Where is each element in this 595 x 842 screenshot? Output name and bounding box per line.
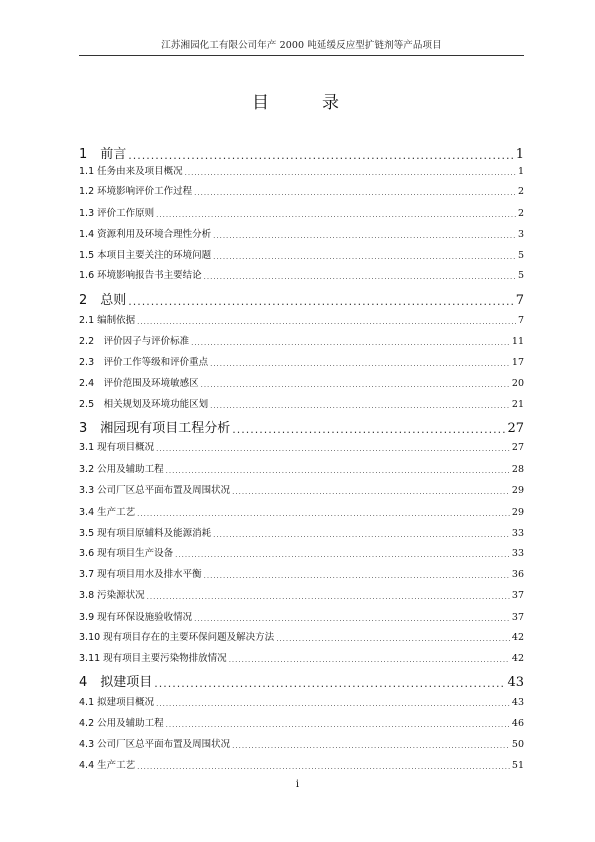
toc-leader-dots <box>156 700 510 708</box>
toc-entry-label: 3.1 现有项目概况 <box>79 442 155 453</box>
toc-leader-dots <box>156 445 510 453</box>
toc-leader-dots <box>128 295 513 308</box>
toc-entry-label: 4.2 公用及辅助工程 <box>79 718 164 729</box>
toc-entry[interactable] <box>79 696 524 708</box>
toc-entry[interactable] <box>79 506 524 518</box>
toc-entry-page: 27 <box>507 421 524 436</box>
toc-entry-page: 50 <box>511 739 524 750</box>
toc-entry-label: 3 湘园现有项目工程分析 <box>79 421 231 436</box>
toc-entry-page: 33 <box>511 528 524 539</box>
toc-entry[interactable] <box>79 420 524 436</box>
toc-entry-label: 2.3 评价工作等级和评价重点 <box>79 357 209 368</box>
toc-entry[interactable] <box>79 207 524 219</box>
toc-entry-label: 1.1 任务由来及项目概况 <box>79 166 183 177</box>
toc-entry[interactable] <box>79 146 524 162</box>
toc-leader-dots <box>204 572 510 580</box>
toc-entry[interactable] <box>79 314 524 326</box>
toc-entry-page: 1 <box>515 147 524 162</box>
toc-entry-label: 4.3 公司厂区总平面布置及周围状况 <box>79 739 231 750</box>
toc-entry[interactable] <box>79 484 524 496</box>
toc-entry-page: 42 <box>511 632 524 643</box>
toc-leader-dots <box>137 763 510 771</box>
toc-entry[interactable] <box>79 589 524 601</box>
toc-entry[interactable] <box>79 738 524 750</box>
toc-entry[interactable] <box>79 398 524 410</box>
toc-leader-dots <box>128 149 513 162</box>
toc-leader-dots <box>232 488 510 496</box>
toc-entry[interactable] <box>79 717 524 729</box>
toc-entry-label: 3.10 现有项目存在的主要环保问题及解决方法 <box>79 632 275 643</box>
toc-leader-dots <box>175 551 510 559</box>
toc-leader-dots <box>185 169 516 177</box>
toc-entry-page: 7 <box>515 293 524 308</box>
toc-entry[interactable] <box>79 249 524 261</box>
toc-entry-page: 29 <box>511 507 524 518</box>
toc-leader-dots <box>137 510 510 518</box>
toc-entry-page: 37 <box>511 612 524 623</box>
toc-entry-page: 33 <box>511 548 524 559</box>
toc-leader-dots <box>213 253 516 261</box>
toc-entry[interactable] <box>79 674 524 690</box>
toc-entry-label: 1.2 环境影响评价工作过程 <box>79 186 193 197</box>
toc-entry-label: 1.6 环境影响报告书主要结论 <box>79 270 202 281</box>
toc-entry-page: 28 <box>511 464 524 475</box>
toc-leader-dots <box>213 531 510 539</box>
toc-entry-page: 46 <box>511 718 524 729</box>
toc-entry[interactable] <box>79 165 524 177</box>
toc-entry-label: 3.9 现有环保设施验收情况 <box>79 612 193 623</box>
page-number: i <box>295 779 300 790</box>
toc-entry-page: 5 <box>517 270 524 281</box>
toc-entry-page: 2 <box>517 208 524 219</box>
toc-entry-label: 1.4 资源利用及环境合理性分析 <box>79 229 212 240</box>
toc-leader-dots <box>210 402 510 410</box>
toc-entry-page: 37 <box>511 590 524 601</box>
toc-leader-dots <box>229 656 510 664</box>
toc-leader-dots <box>156 211 516 219</box>
toc-entry-label: 2.1 编制依据 <box>79 315 136 326</box>
toc-leader-dots <box>166 467 510 475</box>
toc-entry-label: 3.3 公司厂区总平面布置及周围状况 <box>79 485 231 496</box>
toc-entry[interactable] <box>79 759 524 771</box>
toc-entry-label: 4.1 拟建项目概况 <box>79 697 155 708</box>
toc-entry[interactable] <box>79 631 524 643</box>
toc-entry[interactable] <box>79 527 524 539</box>
toc-entry[interactable] <box>79 463 524 475</box>
toc-leader-dots <box>204 273 516 281</box>
toc-leader-dots <box>191 339 510 347</box>
toc-entry-label: 3.2 公用及辅助工程 <box>79 464 164 475</box>
toc-entry[interactable] <box>79 652 524 664</box>
toc-entry[interactable] <box>79 611 524 623</box>
toc-entry-page: 29 <box>511 485 524 496</box>
toc-entry-label: 3.8 污染源状况 <box>79 590 145 601</box>
toc-leader-dots <box>147 593 510 601</box>
toc-leader-dots <box>276 635 510 643</box>
toc-entry-page: 7 <box>517 315 524 326</box>
toc-entry-page: 21 <box>511 399 524 410</box>
toc-leader-dots <box>194 189 516 197</box>
toc-entry-page: 20 <box>511 378 524 389</box>
toc-entry-label: 2.5 相关规划及环境功能区划 <box>79 399 209 410</box>
toc-entry[interactable] <box>79 568 524 580</box>
toc-leader-dots <box>137 318 516 326</box>
toc-entry-label: 2.4 评价范围及环境敏感区 <box>79 378 199 389</box>
toc-entry-label: 3.7 现有项目用水及排水平衡 <box>79 569 202 580</box>
toc-leader-dots <box>213 232 516 240</box>
toc-leader-dots <box>232 742 510 750</box>
toc-entry-label: 3.5 现有项目原辅料及能源消耗 <box>79 528 212 539</box>
toc-entry-page: 1 <box>517 166 524 177</box>
toc-entry-label: 3.4 生产工艺 <box>79 507 136 518</box>
toc-entry-label: 1.5 本项目主要关注的环境问题 <box>79 250 212 261</box>
toc-entry-page: 42 <box>511 653 524 664</box>
toc-entry-page: 43 <box>507 675 524 690</box>
toc-entry-page: 17 <box>511 357 524 368</box>
toc-entry-page: 36 <box>511 569 524 580</box>
toc-entry-page: 51 <box>511 760 524 771</box>
toc-entry-label: 1.3 评价工作原则 <box>79 208 155 219</box>
toc-leader-dots <box>154 677 505 690</box>
toc-leader-dots <box>166 721 510 729</box>
toc-entry-page: 5 <box>517 250 524 261</box>
toc-leader-dots <box>210 360 510 368</box>
toc-entry[interactable] <box>79 377 524 389</box>
toc-entry-page: 3 <box>517 229 524 240</box>
toc-leader-dots <box>201 381 510 389</box>
toc-entry-label: 2.2 评价因子与评价标准 <box>79 336 190 347</box>
toc-entry[interactable] <box>79 269 524 281</box>
toc-entry[interactable] <box>79 356 524 368</box>
toc-entry-page: 2 <box>517 186 524 197</box>
toc-entry-label: 3.6 现有项目生产设备 <box>79 548 174 559</box>
toc-entry[interactable] <box>79 547 524 559</box>
toc-entry-page: 11 <box>511 336 524 347</box>
toc-entry-page: 27 <box>511 442 524 453</box>
toc-entry[interactable] <box>79 441 524 453</box>
toc-entry-label: 1 前言 <box>79 147 127 162</box>
toc-entry[interactable] <box>79 185 524 197</box>
toc-entry[interactable] <box>79 228 524 240</box>
toc-entry[interactable] <box>79 335 524 347</box>
toc-entry-label: 2 总则 <box>79 293 127 308</box>
toc-entry-label: 4 拟建项目 <box>79 675 153 690</box>
toc-leader-dots <box>194 615 510 623</box>
running-header: 江苏湘园化工有限公司年产 2000 吨延缓反应型扩链剂等产品项目 <box>161 40 442 51</box>
toc-entry-label: 4.4 生产工艺 <box>79 760 136 771</box>
toc-leader-dots <box>232 423 505 436</box>
toc-entry[interactable] <box>79 292 524 308</box>
toc-entry-label: 3.11 现有项目主要污染物排放情况 <box>79 653 227 664</box>
page-title: 目 录 <box>252 93 357 113</box>
toc-entry-page: 43 <box>511 697 524 708</box>
header-divider <box>79 55 524 56</box>
